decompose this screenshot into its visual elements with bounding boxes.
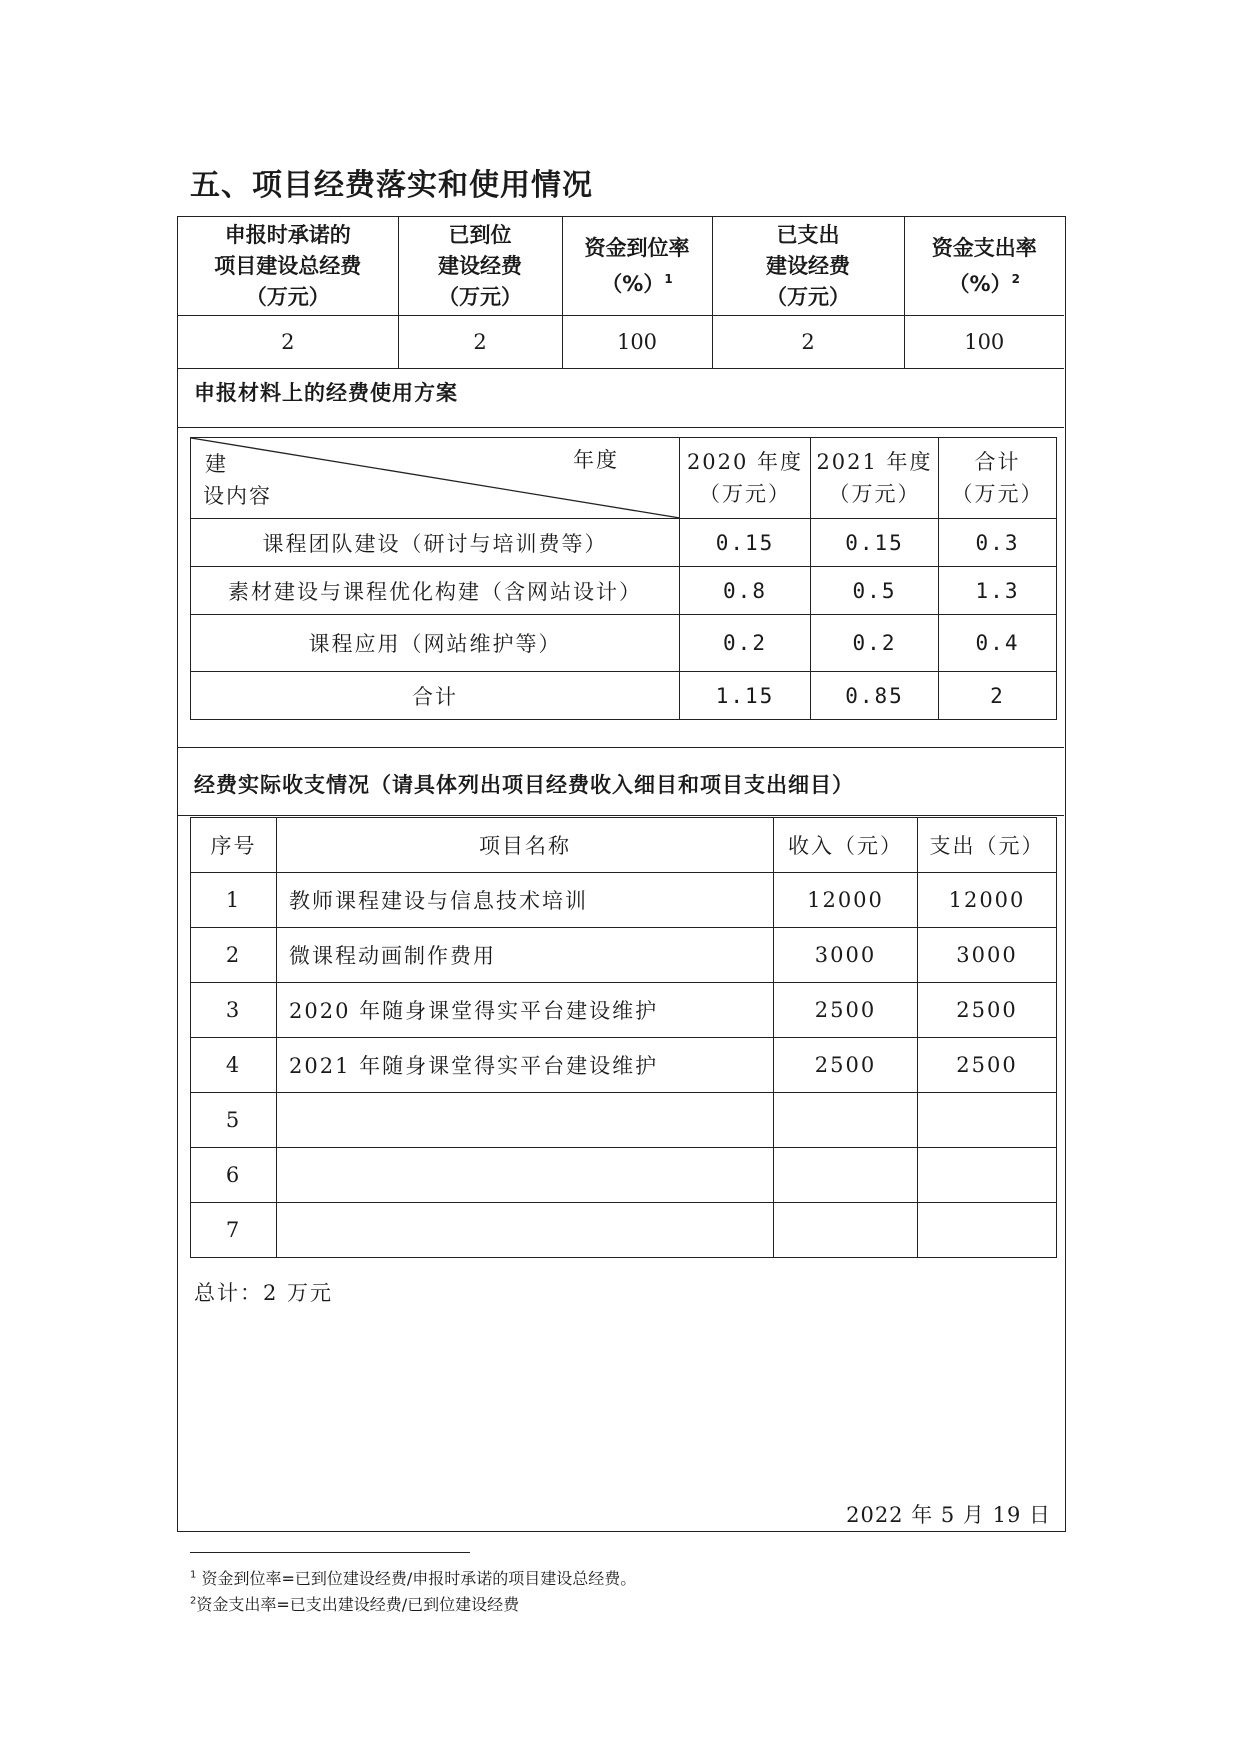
row-no: 1	[191, 873, 277, 928]
table-row	[191, 928, 1057, 983]
row-income: 12000	[774, 873, 918, 928]
header-received-funds: 已到位 建设经费 （万元）	[398, 217, 562, 316]
expense-header-income: 收入（元）	[774, 818, 918, 873]
row-name: 2021 年随身课堂得实平台建设维护	[277, 1038, 774, 1093]
plan-header-2020: 2020 年度 （万元）	[680, 438, 811, 519]
row-no: 7	[191, 1203, 277, 1258]
expense-table	[190, 817, 1057, 1258]
divider	[178, 747, 1064, 748]
row-income	[774, 1093, 918, 1148]
expense-header-no: 序号	[191, 818, 277, 873]
table-row	[191, 983, 1057, 1038]
value-received-funds: 2	[398, 316, 562, 369]
plan-2020-value: 0.8	[680, 567, 811, 615]
page-title: 五、项目经费落实和使用情况	[190, 168, 593, 203]
row-outlay	[918, 1093, 1057, 1148]
expense-header-name: 项目名称	[277, 818, 774, 873]
row-name: 教师课程建设与信息技术培训	[277, 873, 774, 928]
header-spend-rate: 资金支出率 （%）$^2$	[904, 217, 1064, 316]
plan-2020-value: 0.15	[680, 519, 811, 567]
row-no: 3	[191, 983, 277, 1038]
row-name: 2020 年随身课堂得实平台建设维护	[277, 983, 774, 1038]
row-outlay	[918, 1203, 1057, 1258]
row-no: 6	[191, 1148, 277, 1203]
table-row	[191, 1203, 1057, 1258]
corner-content-label-2: 设内容	[203, 484, 272, 508]
plan-total-value: 1.3	[939, 567, 1057, 615]
funding-form	[177, 216, 1066, 1532]
footnote-ref-1: 1	[664, 271, 673, 286]
row-no: 4	[191, 1038, 277, 1093]
row-no: 2	[191, 928, 277, 983]
divider	[178, 427, 1064, 428]
row-name: 微课程动画制作费用	[277, 928, 774, 983]
plan-row	[191, 567, 1057, 615]
footnote-1: $^1$ 资金到位率=已到位建设经费/申报时承诺的项目建设总经费。	[190, 1569, 637, 1588]
row-income	[774, 1203, 918, 1258]
plan-row	[191, 615, 1057, 672]
plan-corner-header	[191, 438, 680, 519]
plan-total-row	[191, 672, 1057, 720]
row-outlay: 2500	[918, 983, 1057, 1038]
expense-header-outlay: 支出（元）	[918, 818, 1057, 873]
signature-date: 2022 年 5 月 19 日	[846, 1503, 1051, 1527]
row-outlay: 2500	[918, 1038, 1057, 1093]
row-name	[277, 1148, 774, 1203]
divider	[178, 815, 1064, 816]
total-amount: 总计：2 万元	[194, 1281, 334, 1305]
plan-item: 合计	[191, 672, 680, 720]
row-income	[774, 1148, 918, 1203]
row-outlay: 12000	[918, 873, 1057, 928]
corner-content-label-1: 建	[205, 452, 228, 476]
plan-header-total: 合计 （万元）	[939, 438, 1057, 519]
table-row	[191, 1093, 1057, 1148]
row-name	[277, 1203, 774, 1258]
footnote-2: $^2$资金支出率=已支出建设经费/已到位建设经费	[190, 1595, 520, 1614]
row-income: 3000	[774, 928, 918, 983]
plan-item: 课程团队建设（研讨与培训费等）	[191, 519, 680, 567]
row-income: 2500	[774, 983, 918, 1038]
row-name	[277, 1093, 774, 1148]
plan-2020-value: 1.15	[680, 672, 811, 720]
plan-header-2021: 2021 年度 （万元）	[811, 438, 939, 519]
plan-total-value: 0.4	[939, 615, 1057, 672]
value-spent-funds: 2	[712, 316, 904, 369]
value-arrival-rate: 100	[562, 316, 712, 369]
row-income: 2500	[774, 1038, 918, 1093]
row-outlay	[918, 1148, 1057, 1203]
corner-year-label: 年度	[573, 448, 619, 472]
table-row	[191, 1038, 1057, 1093]
value-spend-rate: 100	[904, 316, 1064, 369]
plan-2021-value: 0.5	[811, 567, 939, 615]
plan-2021-value: 0.2	[811, 615, 939, 672]
plan-item: 课程应用（网站维护等）	[191, 615, 680, 672]
plan-table	[190, 437, 1057, 720]
expense-section-label: 经费实际收支情况（请具体列出项目经费收入细目和项目支出细目）	[194, 773, 854, 797]
plan-2020-value: 0.2	[680, 615, 811, 672]
table-row	[191, 1148, 1057, 1203]
plan-2021-value: 0.85	[811, 672, 939, 720]
table-row	[191, 873, 1057, 928]
header-spent-funds: 已支出 建设经费 （万元）	[712, 217, 904, 316]
plan-row	[191, 519, 1057, 567]
plan-section-label: 申报材料上的经费使用方案	[194, 381, 458, 405]
funding-summary-table	[178, 217, 1064, 369]
plan-total-value: 2	[939, 672, 1057, 720]
row-no: 5	[191, 1093, 277, 1148]
plan-2021-value: 0.15	[811, 519, 939, 567]
row-outlay: 3000	[918, 928, 1057, 983]
header-arrival-rate: 资金到位率 （%）$^1$	[562, 217, 712, 316]
value-committed-total: 2	[178, 316, 398, 369]
header-committed-total: 申报时承诺的 项目建设总经费 （万元）	[178, 217, 398, 316]
footnote-rule	[190, 1552, 470, 1553]
plan-item: 素材建设与课程优化构建（含网站设计）	[191, 567, 680, 615]
plan-total-value: 0.3	[939, 519, 1057, 567]
footnote-ref-2: 2	[1011, 271, 1020, 286]
